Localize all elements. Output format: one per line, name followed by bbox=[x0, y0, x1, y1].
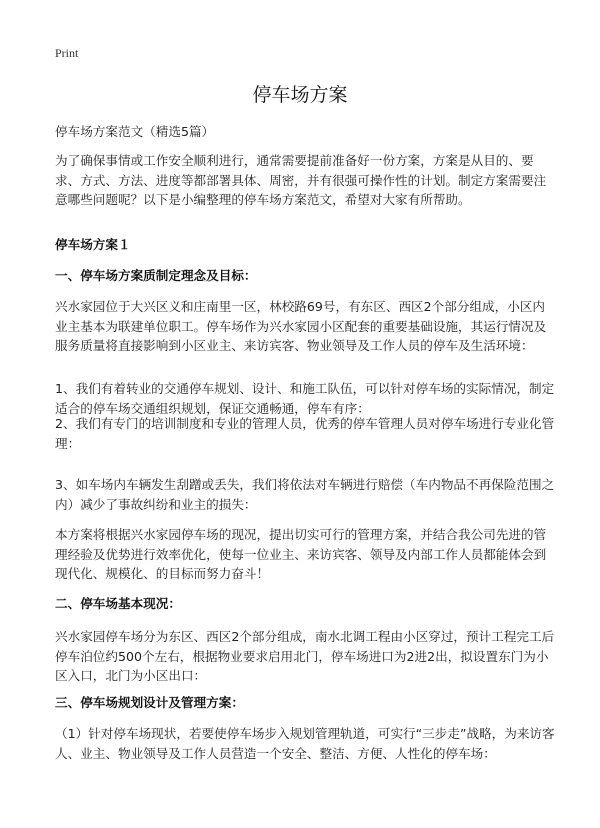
list-item-2: 2、我们有专门的培训制度和专业的管理人员，优秀的停车管理人员对停车场进行专业化管理： bbox=[55, 416, 555, 451]
heading-concept: 一、停车场方案质制定理念及目标： bbox=[55, 268, 257, 283]
list-item-1: 1、我们有着转业的交通停车规划、设计、和施工队伍，可以针对停车场的实际情况，制定适合的停车场交通组织规划，保证交通畅通，停车有序： bbox=[55, 381, 555, 416]
document-title: 停车场方案 bbox=[252, 84, 348, 106]
section-title: 停车场方案１ bbox=[55, 237, 131, 252]
paragraph-plan: 本方案将根据兴水家园停车场的现况，提出切实可行的管理方案，并结合我公司先进的管理经验及优势进行效率优化，使每一位业主、来访宾客、领导及内部工作人员都能体会到现代化、规模化、的目标而努力奋斗！ bbox=[55, 527, 547, 581]
list-item-3: 3、如车场内车辆发生刮蹭或丢失，我们将依法对车辆进行赔偿（车内物品不再保险范围之内）减少了事故纠纷和业主的损失： bbox=[55, 477, 555, 512]
heading-design: 三、停车场规划设计及管理方案： bbox=[55, 695, 244, 710]
paragraph-overview: 兴水家园位于大兴区义和庄南里一区，林校路69号，有东区、西区2个部分组成，小区内业主基本为联建单位职工。停车场作为兴水家园小区配套的重要基础设施，其运行情况及服务质量将直接影响到小区业主、来访宾客、物业领导及工作人员的停车及生活环境： bbox=[55, 299, 547, 353]
document-subtitle: 停车场方案范文（精选5篇） bbox=[55, 124, 215, 139]
paragraph-status: 兴水家园停车场分为东区、西区2个部分组成，南水北调工程由小区穿过，预计工程完工后停车泊位约500个左右，根据物业要求启用北门，停车场进口为2进2出，拟设置东门为小区入口，北门为小区出口： bbox=[55, 629, 555, 683]
heading-status: 二、停车场基本现况： bbox=[55, 596, 181, 611]
intro-paragraph: 为了确保事情或工作安全顺利进行，通常需要提前准备好一份方案，方案是从目的、要求、方式、方法、进度等都部署具体、周密，并有很强可操作性的计划。制定方案需要注意哪些问题呢？以下是小编整理的停车场方案范文，希望对大家有所帮助。 bbox=[55, 153, 547, 207]
print-label[interactable]: Print bbox=[55, 46, 79, 60]
paragraph-design: （1）针对停车场现状，若要使停车场步入规划管理轨道，可实行“三步走”战略，为来访客人、业主、物业领导及工作人员营造一个安全、整洁、方便、人性化的停车场： bbox=[55, 726, 555, 761]
